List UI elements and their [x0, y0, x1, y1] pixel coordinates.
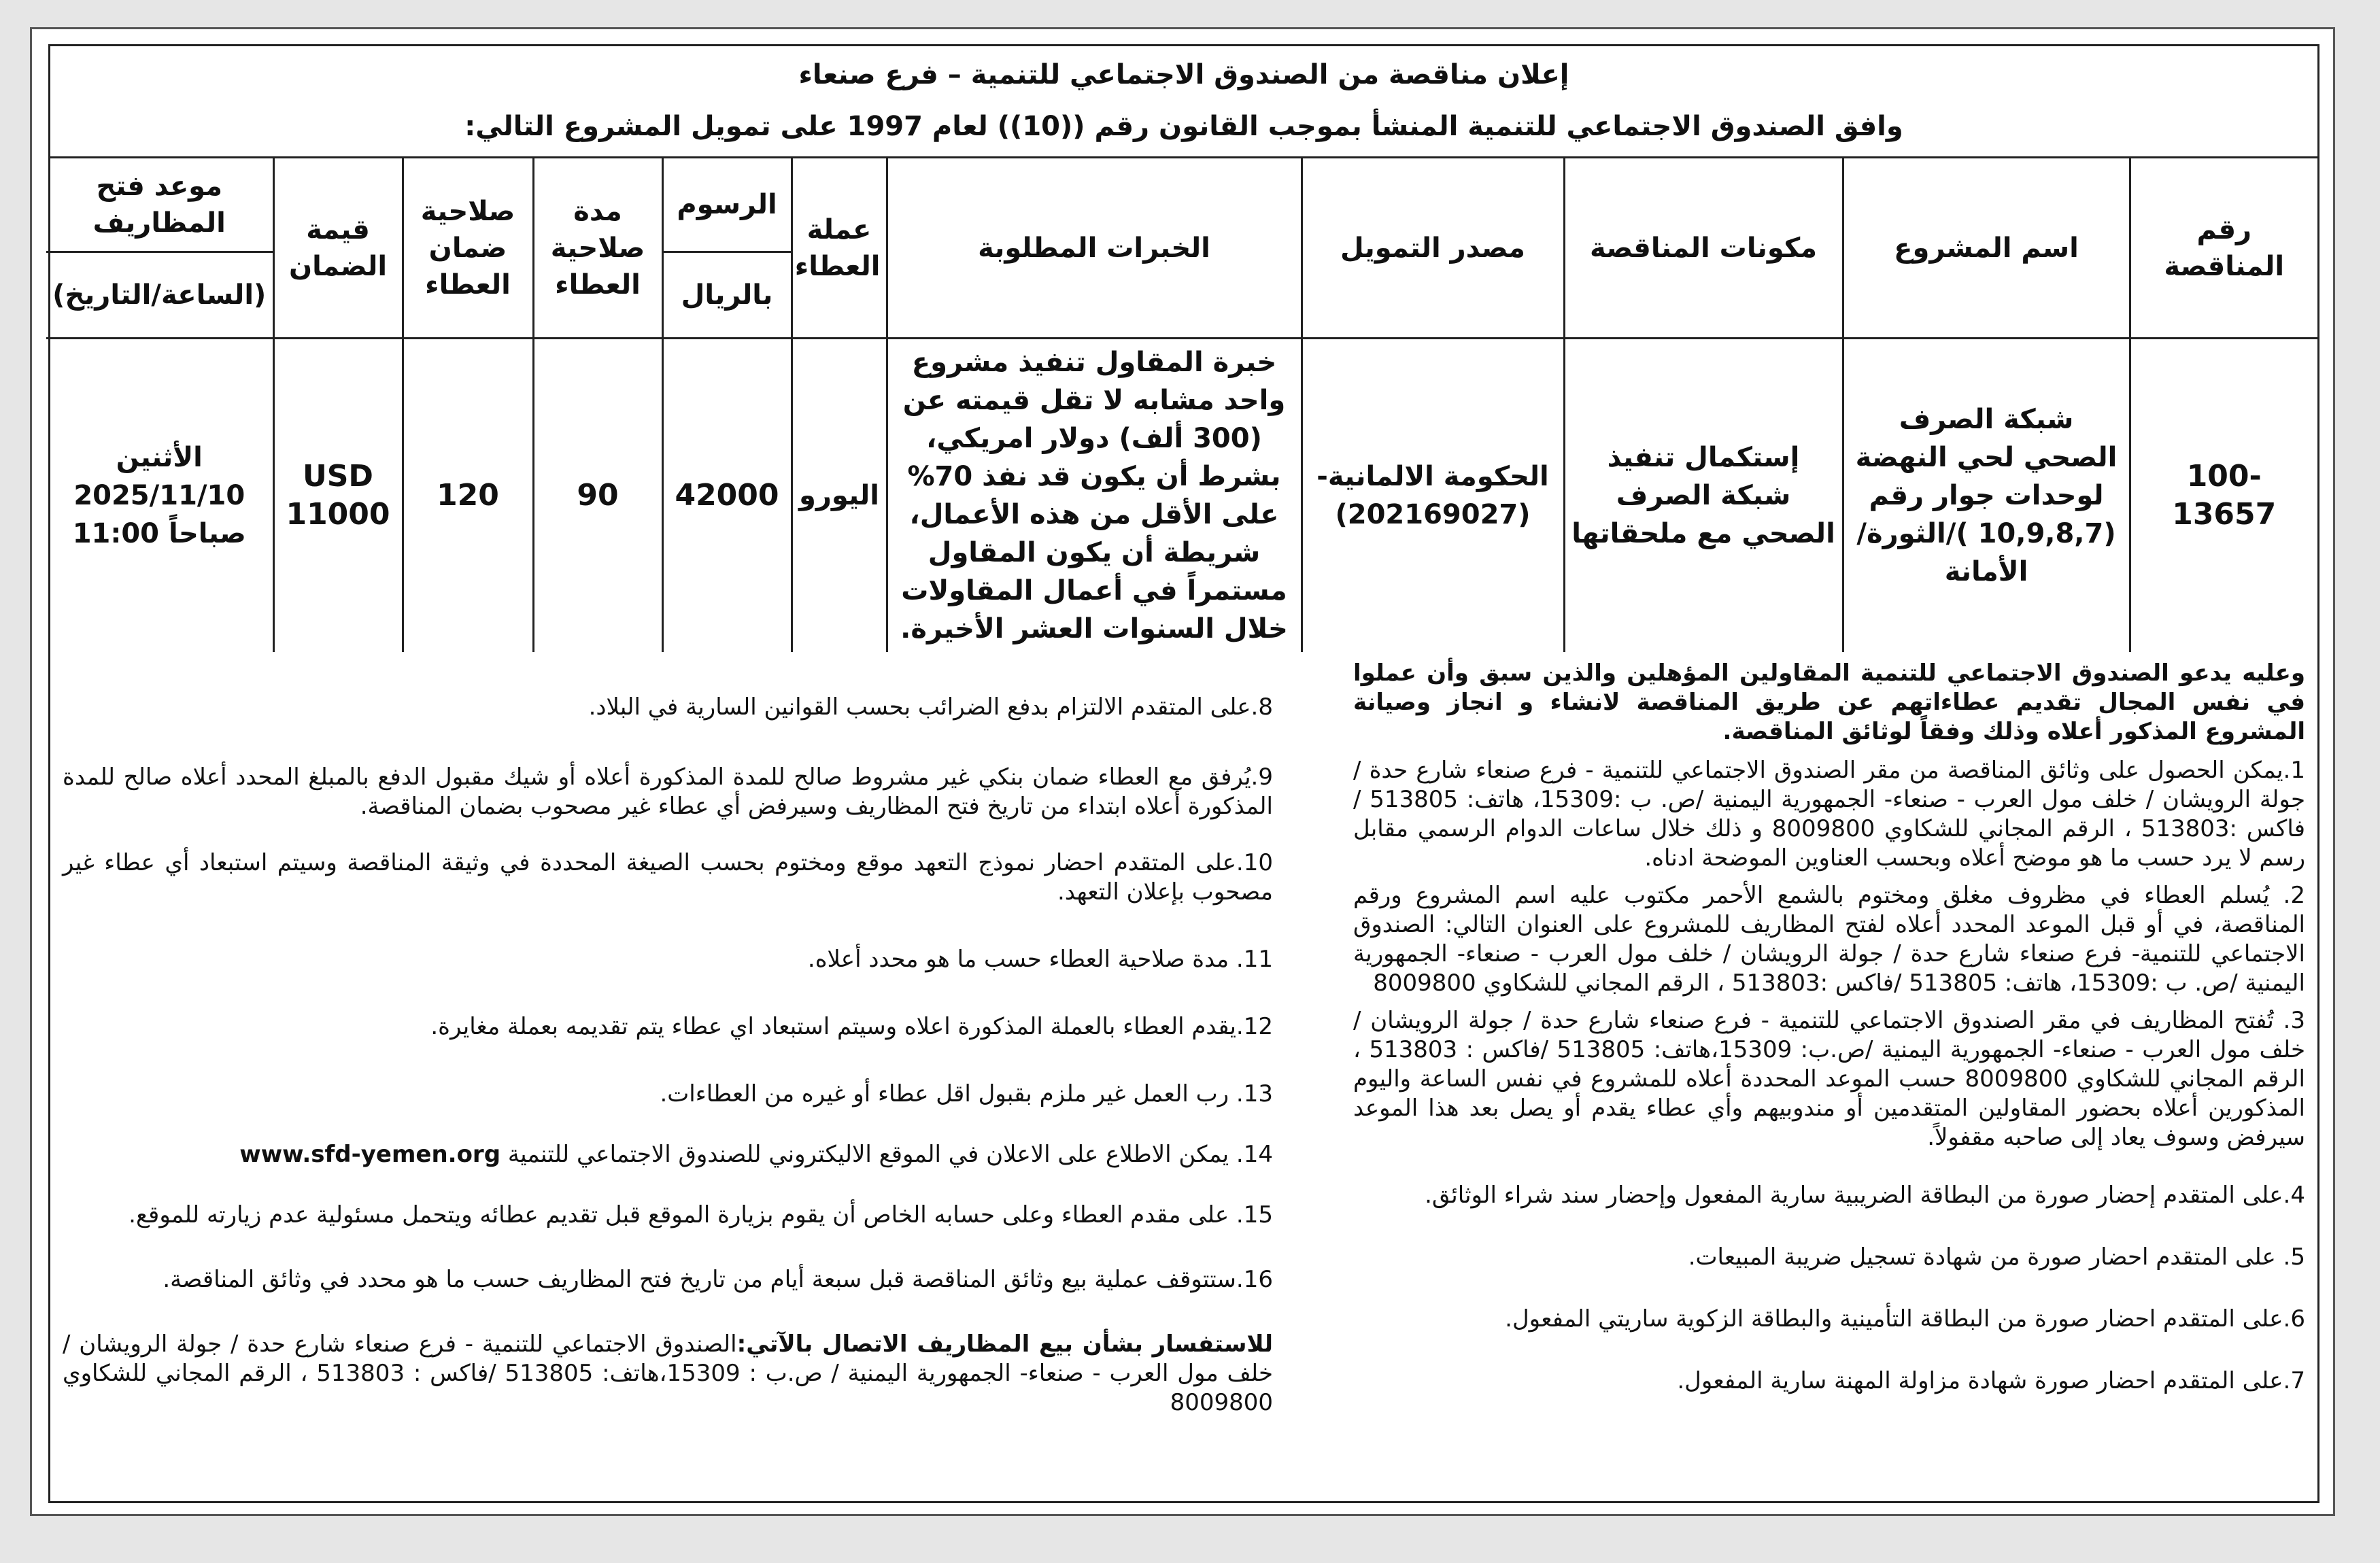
clause-9: 9.يُرفق مع العطاء ضمان بنكي غير مشروط صالح للمدة المذكورة أعلاه أو شيك مقبول الدفع بالمبلغ المحدد أعلاه صالح للمدة المذكورة أعلاه ابتداء من تاريخ فتح المظاريف وسيرفض أي عطاء غير مصحوب بضمان المناقصة. [63, 763, 1273, 820]
announcement-title: إعلان مناقصة من الصندوق الاجتماعي للتنمية – فرع صنعاء [798, 59, 1569, 90]
header-fees-unit: بالريال [662, 252, 792, 339]
header-guarantee-validity: صلاحية ضمان العطاء [403, 158, 533, 339]
clause-2: 2. يُسلم العطاء في مظروف مغلق ومختوم بالشمع الأحمر مكتوب عليه اسم المشروع ورقم المناقصة، في أو قبل الموعد المحدد أعلاه لفتح المظاريف للمشروع على العنوان التالي: الصندوق الاجتماعي للتنمية- فرع صنعاء شارع حدة / جولة الرويشان / خلف مول العرب - صنعاء- الجمهورية اليمنية /ص. ب :15309، هاتف: 513805 /فاكس :513803 ، الرقم المجاني للشكاوي 8009800 [1353, 882, 2305, 997]
header-fees: الرسوم [662, 158, 792, 252]
tender-table [46, 158, 2317, 652]
inquiry-info [63, 1330, 1273, 1418]
opening-date: 2025/11/10 [73, 480, 245, 511]
clause-10: 10.على المتقدم احضار نموذج التعهد موقع ومختوم بحسب الصيغة المحددة في وثيقة المناقصة وسيتم استبعاد أي عطاء غير مصحوب بإعلان التعهد. [63, 849, 1273, 906]
announcement-header [50, 46, 2317, 158]
cell-tender-number [2130, 339, 2317, 653]
document-page [30, 27, 2335, 1516]
website-link[interactable]: www.sfd-yemen.org [239, 1141, 501, 1168]
clause-4: 4.على المتقدم إحضار صورة من البطاقة الضريبية سارية المفعول وإحضار سند شراء الوثائق. [1425, 1182, 2305, 1209]
terms-section [50, 652, 2317, 1563]
cell-components: إستكمال تنفيذ شبكة الصرف الصحي مع ملحقاتها [1564, 339, 1843, 653]
header-tender-number: رقم المناقصة [2130, 158, 2317, 339]
header-currency: عملة العطاء [792, 158, 887, 339]
clause-15: 15. على مقدم العطاء وعلى حسابه الخاص أن يقوم بزيارة الموقع قبل تقديم عطائه ويتحمل مسئولية عدم زيارته للموقع. [129, 1201, 1273, 1229]
clause-8: 8.على المتقدم الالتزام بدفع الضرائب بحسب القوانين السارية في البلاد. [588, 693, 1273, 721]
clause-3: 3. تُفتح المظاريف في مقر الصندوق الاجتماعي للتنمية - فرع صنعاء شارع حدة / جولة الرويشان / خلف مول العرب - صنعاء- الجمهورية اليمنية /ص.ب: 15309،هاتف: 513805 /فاكس : 513803 ، الرقم المجاني للشكاوي 8009800 حسب الموعد المحددة أعلاه للمشروع في نفس الساعة واليوم المذكورين أعلاه بحضور المقاولين المتقدمين أو مندوبيهم وأي عطاء يقدم أو يصل بعد هذا الموعد سيرفض وسوف يعاد إلى صاحبه مقفولاً. [1353, 1007, 2305, 1151]
inquiry-text: الصندوق الاجتماعي للتنمية - فرع صنعاء شارع حدة / جولة الرويشان / خلف مول العرب - صنعاء- الجمهورية اليمنية / ص.ب : 15309،هاتف: 513805 /فاكس : 513803 ، الرقم المجاني للشكاوي 8009800 [63, 1330, 1273, 1416]
tender-announcement [48, 44, 2319, 1503]
cell-funding-source: الحكومة الالمانية- (202169027) [1302, 339, 1564, 653]
table-header-row [46, 158, 2317, 252]
cell-opening-date [46, 339, 273, 653]
clause-7: 7.على المتقدم احضار صورة شهادة مزاولة المهنة سارية المفعول. [1677, 1367, 2305, 1394]
clause-11: 11. مدة صلاحية العطاء حسب ما هو محدد أعلاه. [807, 946, 1273, 973]
header-project-name: اسم المشروع [1843, 158, 2130, 339]
cell-guarantee-value [273, 339, 403, 653]
terms-left-column [63, 659, 1273, 1418]
header-experience: الخبرات المطلوبة [887, 158, 1302, 339]
clause-12: 12.يقدم العطاء بالعملة المذكورة اعلاه وسيتم استبعاد اي عطاء يتم تقديمه بعملة مغايرة. [430, 1013, 1273, 1040]
cell-fees: 42000 [662, 339, 792, 653]
cell-guarantee-validity: 120 [403, 339, 533, 653]
clause-5: 5. على المتقدم احضار صورة من شهادة تسجيل ضريبة المبيعات. [1688, 1243, 2305, 1271]
tender-number-value: 100-13657 [2172, 459, 2277, 532]
guarantee-amount: 11000 [286, 497, 390, 532]
header-opening-format: (الساعة/التاريخ) [46, 252, 273, 339]
guarantee-currency: USD [303, 459, 373, 494]
clause-13: 13. رب العمل غير ملزم بقبول اقل عطاء أو غيره من العطاءات. [660, 1080, 1273, 1107]
table-row [46, 339, 2317, 653]
header-guarantee-value: قيمة الضمان [273, 158, 403, 339]
clause-6: 6.على المتقدم احضار صورة من البطاقة التأمينية والبطاقة الزكوية ساريتي المفعول. [1505, 1305, 2305, 1333]
clause-14-text: 14. يمكن الاطلاع على الاعلان في الموقع الاليكتروني للصندوق الاجتماعي للتنمية [507, 1141, 1273, 1168]
header-opening-date: موعد فتح المظاريف [46, 158, 273, 252]
announcement-subtitle: وافق الصندوق الاجتماعي للتنمية المنشأ بموجب القانون رقم ((10)) لعام 1997 على تمويل المشروع التالي: [464, 111, 1903, 142]
opening-time: صباحاً 11:00 [72, 518, 246, 549]
cell-experience: خبرة المقاول تنفيذ مشروع واحد مشابه لا تقل قيمته عن (300 ألف) دولار امريكي، بشرط أن يكون قد نفذ 70% على الأقل من هذه الأعمال، شريطة أن يكون المقاول مستمراً في أعمال المقاولات خلال السنوات العشر الأخيرة. [887, 339, 1302, 653]
cell-validity: 90 [533, 339, 662, 653]
cell-project-name: شبكة الصرف الصحي لحي النهضة لوحدات جوار رقم (10,9,8,7 )/الثورة/الأمانة [1843, 339, 2130, 653]
clause-14 [63, 1140, 1273, 1169]
invitation-text: وعليه يدعو الصندوق الاجتماعي للتنمية المقاولين المؤهلين والذين سبق وأن عملوا في نفس المجال تقديم عطاءاتهم عن طريق المناقصة لانشاء و انجاز وصيانة المشروع المذكور أعلاه وذلك وفقاً لوثائق المناقصة. [1353, 659, 2305, 745]
clause-16: 16.ستتوقف عملية بيع وثائق المناقصة قبل سبعة أيام من تاريخ فتح المظاريف حسب ما هو محدد في وثائق المناقصة. [163, 1266, 1273, 1293]
header-components: مكونات المناقصة [1564, 158, 1843, 339]
cell-currency: اليورو [792, 339, 887, 653]
clause-1: 1.يمكن الحصول على وثائق المناقصة من مقر الصندوق الاجتماعي للتنمية - فرع صنعاء شارع حدة / جولة الرويشان / خلف مول العرب - صنعاء- الجمهورية اليمنية /ص. ب :15309، هاتف: 513805 /فاكس :513803 ، الرقم المجاني للشكاوي 8009800 و ذلك خلال ساعات الدوام الرسمي مقابل رسم لا يرد حسب ما هو موضح أعلاه وبحسب العناوين الموضحة ادناه. [1353, 757, 2306, 872]
header-validity: مدة صلاحية العطاء [533, 158, 662, 339]
opening-day: الأثنين [116, 442, 203, 473]
terms-right-column [1353, 659, 2305, 1396]
inquiry-label: للاستفسار بشأن بيع المظاريف الاتصال بالآتي: [736, 1330, 1273, 1358]
header-funding-source: مصدر التمويل [1302, 158, 1564, 339]
